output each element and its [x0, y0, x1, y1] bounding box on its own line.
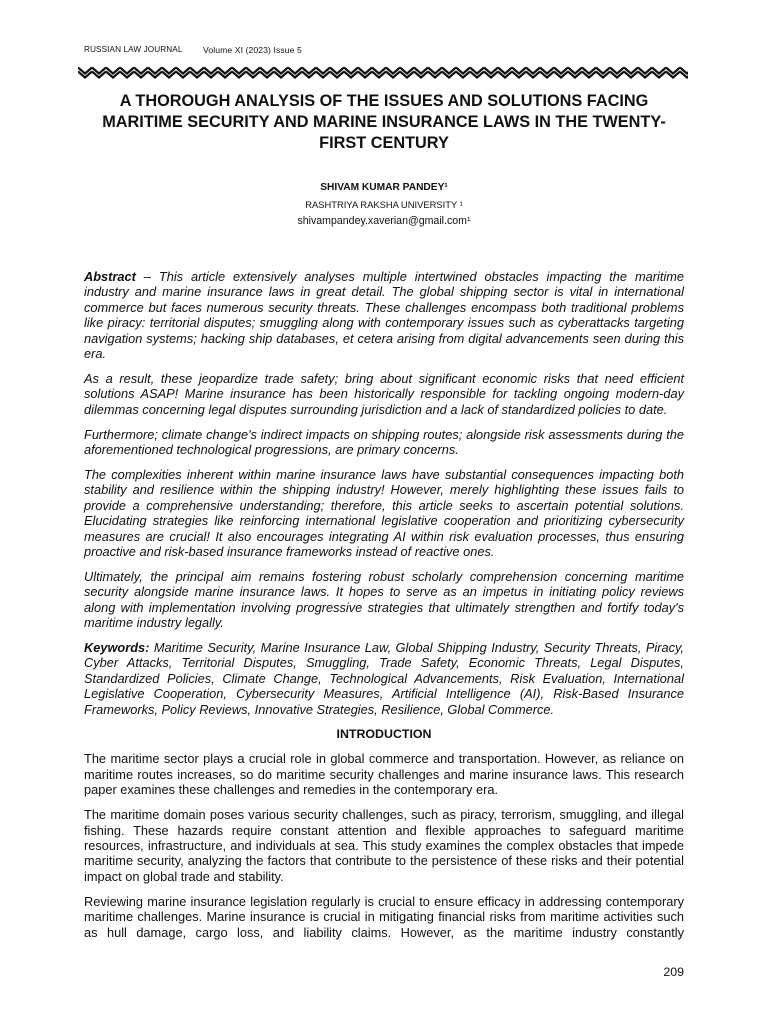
- author-name: SHIVAM KUMAR PANDEY¹: [320, 182, 448, 193]
- page-number: 209: [663, 965, 684, 979]
- running-header: [84, 44, 684, 56]
- keywords-label: Keywords:: [84, 640, 150, 656]
- introduction-paragraph: The maritime domain poses various security challenges, such as piracy, terrorism, smuggling, and illegal fishing. These hazards require constant attention and flexible approaches to safeguard maritime resources, infrastructure, and individuals at sea. This study examines the complex obstacles that impede maritime security, analyzing the factors that contribute to the persistence of these risks and their potential impact on global trade and stability.: [84, 807, 684, 884]
- journal-issue: Volume XI (2023) Issue 5: [203, 45, 302, 55]
- abstract-paragraph: Ultimately, the principal aim remains fostering robust scholarly comprehension concerning maritime security alongside marine insurance laws. It hopes to serve as an impetus in initiating policy reviews along with implementation involving progressive strategies that ultimately strengthen and fortify today's maritime industry legally.: [84, 568, 684, 631]
- abstract-paragraph: [84, 269, 684, 361]
- abstract-text: – This article extensively analyses multiple intertwined obstacles impacting the maritime industry and marine insurance laws in great detail. The global shipping sector is vital in international commerce but faces numerous security threats. These challenges encompass both traditional problems like piracy: territorial disputes; smuggling along with contemporary issues such as cyberattacks targeting navigation systems; hacking ship databases, et cetera arising from digital advancements seen during this era.: [84, 269, 685, 362]
- author-affiliation: RASHTRIYA RAKSHA UNIVERSITY ¹: [305, 199, 463, 210]
- title-line: A THOROUGH ANALYSIS OF THE ISSUES AND SOLUTIONS FACING: [119, 92, 649, 110]
- author-email: shivampandey.xaverian@gmail.com¹: [297, 215, 471, 227]
- abstract-paragraph: As a result, these jeopardize trade safety; bring about significant economic risks that need efficient solutions ASAP! Marine insurance has been historically responsible for tackling ongoing modern-day dilemmas concerning legal disputes surrounding jurisdiction and a lack of standardized policies to date.: [84, 370, 684, 417]
- abstract-label: Abstract: [84, 269, 136, 284]
- keywords-paragraph: [84, 640, 684, 717]
- keywords-text: Maritime Security, Marine Insurance Law, Global Shipping Industry, Security Threats, Piracy, Cyber Attacks, Territorial Disputes, Smuggling, Trade Safety, Economic Threats, Legal Disputes, Standardized Policies, Climate Change, Technological Advancements, Risk Evaluation, International Legislative Cooperation, Cybersecurity Measures, Artificial Intelligence (AI), Risk-Based Insurance Frameworks, Policy Reviews, Innovative Strategies, Resilience, Global Commerce.: [84, 640, 684, 717]
- zigzag-ornament-divider: [78, 65, 688, 80]
- journal-name: RUSSIAN LAW JOURNAL: [84, 45, 183, 54]
- author-block: [84, 180, 684, 230]
- abstract-paragraph: The complexities inherent within marine insurance laws have substantial consequences impacting both stability and resilience within the shipping industry! However, merely highlighting these issues fails to provide a comprehensive understanding; therefore, this article seeks to ascertain potential solutions. Elucidating strategies like reinforcing international legislative cooperation and prioritizing cybersecurity measures are crucial! It also encourages integrating AI within risk evaluation processes, thus ensuring proactive and risk-based insurance frameworks instead of reactive ones.: [84, 466, 684, 559]
- abstract-paragraph: Furthermore; climate change's indirect impacts on shipping routes; alongside risk assessments during the aforementioned technological progressions, are primary concerns.: [84, 426, 684, 458]
- section-heading-introduction: INTRODUCTION: [336, 726, 432, 741]
- introduction-paragraph: Reviewing marine insurance legislation regularly is crucial to ensure efficacy in addressing contemporary maritime challenges. Marine insurance is crucial in mitigating financial risks from maritime activities such as hull damage, cargo loss, and liability claims. However, as the maritime industry constantly: [84, 893, 684, 940]
- title-line: MARITIME SECURITY AND MARINE INSURANCE LAWS IN THE TWENTY-: [102, 113, 666, 131]
- introduction-paragraph: The maritime sector plays a crucial role in global commerce and transportation. However, as reliance on maritime routes increases, so do maritime security challenges and marine insurance laws. This research paper examines these challenges and remedies in the contemporary era.: [84, 751, 684, 798]
- title-line: FIRST CENTURY: [319, 134, 449, 152]
- article-body: [84, 269, 684, 949]
- article-title: [84, 91, 684, 154]
